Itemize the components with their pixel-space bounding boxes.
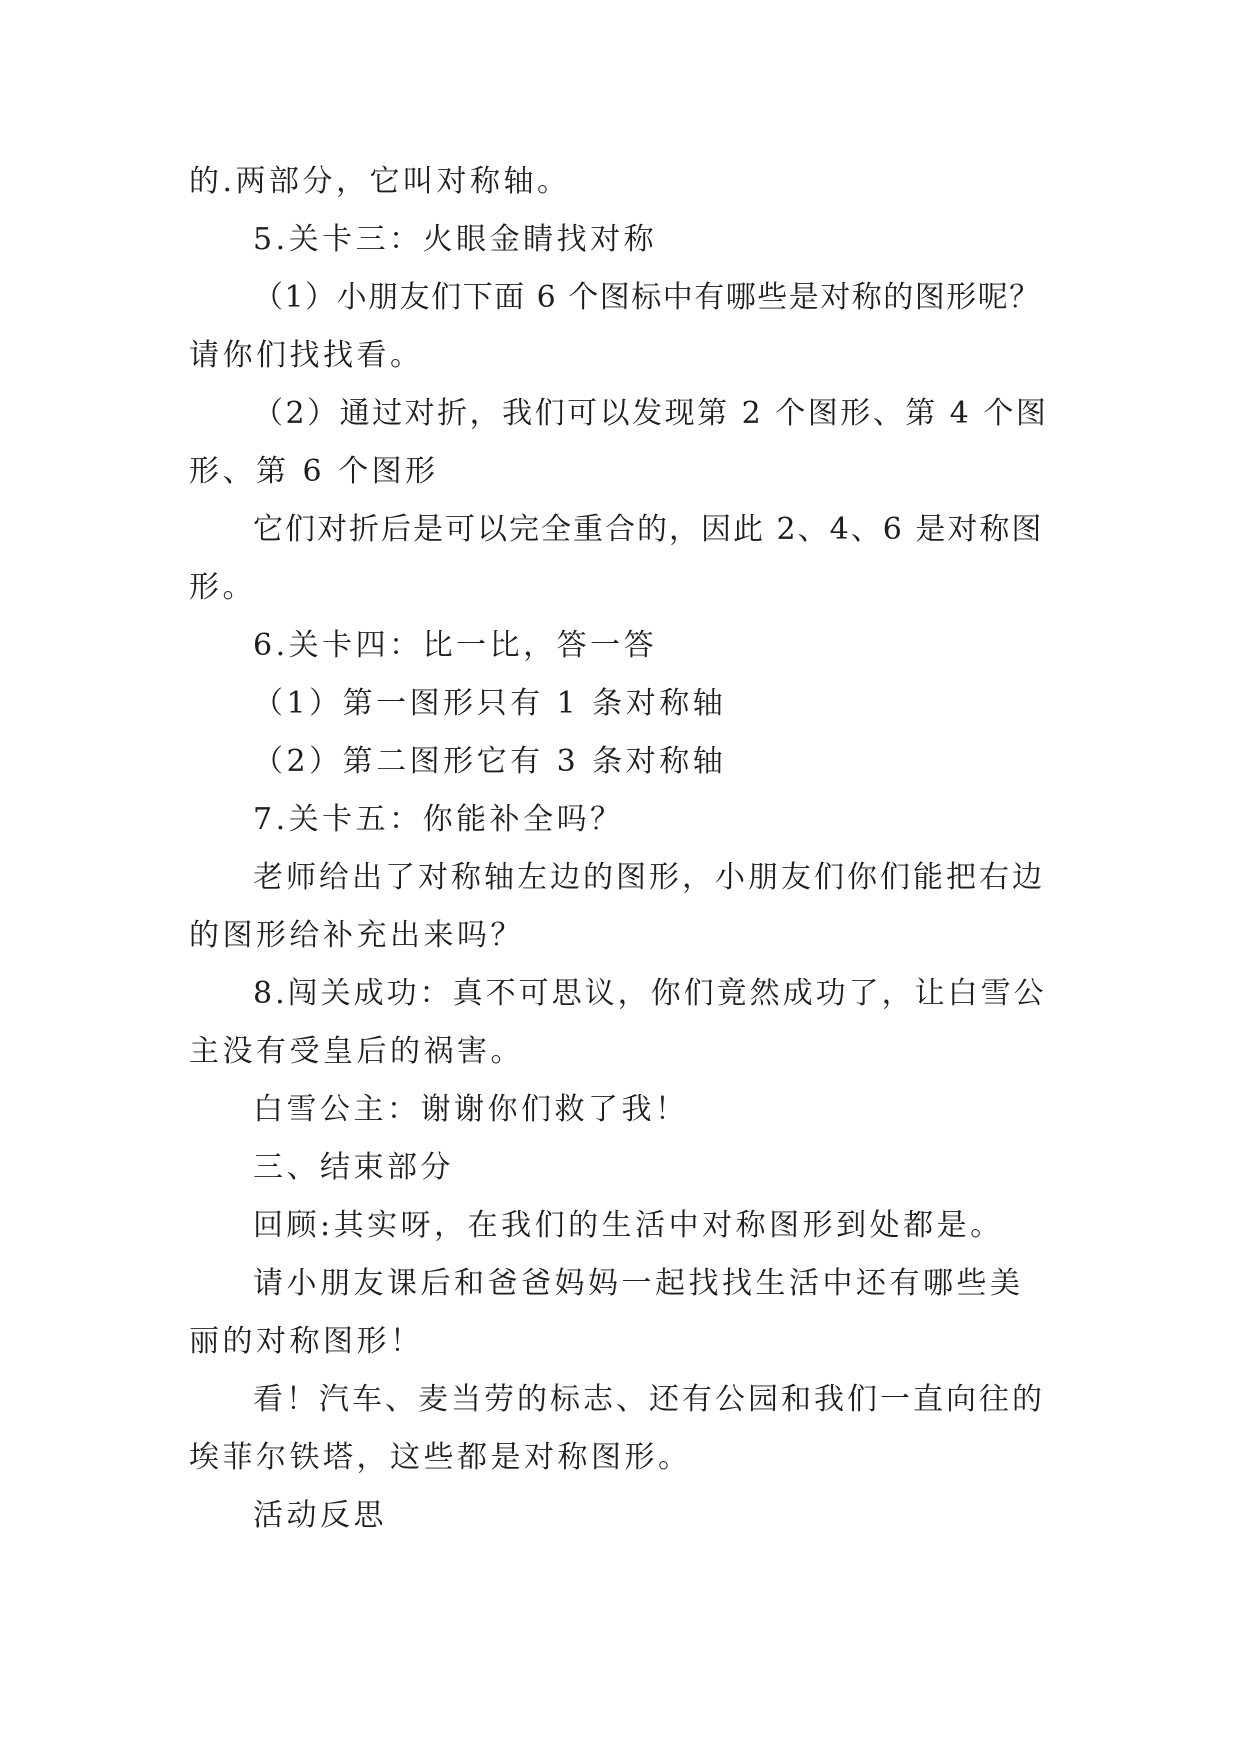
- section-heading: 6.关卡四：比一比，答一答: [253, 628, 658, 663]
- text-line: 的.两部分，它叫对称轴。: [189, 164, 571, 199]
- text-line: （2）通过对折，我们可以发现第 2 个图形、第 4 个图: [253, 396, 1049, 431]
- text-line: 看！汽车、麦当劳的标志、还有公园和我们一直向往的: [253, 1382, 1045, 1417]
- section-heading: 活动反思: [253, 1498, 387, 1533]
- text-line: 白雪公主：谢谢你们救了我！: [253, 1092, 689, 1127]
- text-line: 主没有受皇后的祸害。: [189, 1034, 524, 1069]
- text-line: 请小朋友课后和爸爸妈妈一起找找生活中还有哪些美: [253, 1266, 1024, 1301]
- text-line: （2）第二图形它有 3 条对称轴: [253, 744, 727, 779]
- text-line: 请你们找找看。: [189, 338, 424, 373]
- text-line: 它们对折后是可以完全重合的，因此 2、4、6 是对称图: [253, 512, 1044, 547]
- text-line: 形、第 6 个图形: [189, 454, 439, 489]
- text-line: 形。: [189, 570, 256, 605]
- text-line: 埃菲尔铁塔，这些都是对称图形。: [189, 1440, 692, 1475]
- section-heading: 三、结束部分: [253, 1150, 454, 1185]
- text-line: （1）小朋友们下面 6 个图标中有哪些是对称的图形呢？: [253, 280, 1041, 315]
- section-heading: 7.关卡五：你能补全吗？: [253, 802, 624, 837]
- section-heading: 5.关卡三：火眼金睛找对称: [253, 222, 658, 257]
- text-line: 的图形给补充出来吗？: [189, 918, 524, 953]
- text-line: （1）第一图形只有 1 条对称轴: [253, 686, 727, 721]
- text-line: 回顾:其实呀，在我们的生活中对称图形到处都是。: [253, 1208, 1004, 1243]
- text-line: 老师给出了对称轴左边的图形，小朋友们你们能把右边: [253, 860, 1045, 895]
- text-line: 丽的对称图形！: [189, 1324, 424, 1359]
- section-heading: 8.闯关成功：真不可思议，你们竟然成功了，让白雪公: [253, 976, 1047, 1011]
